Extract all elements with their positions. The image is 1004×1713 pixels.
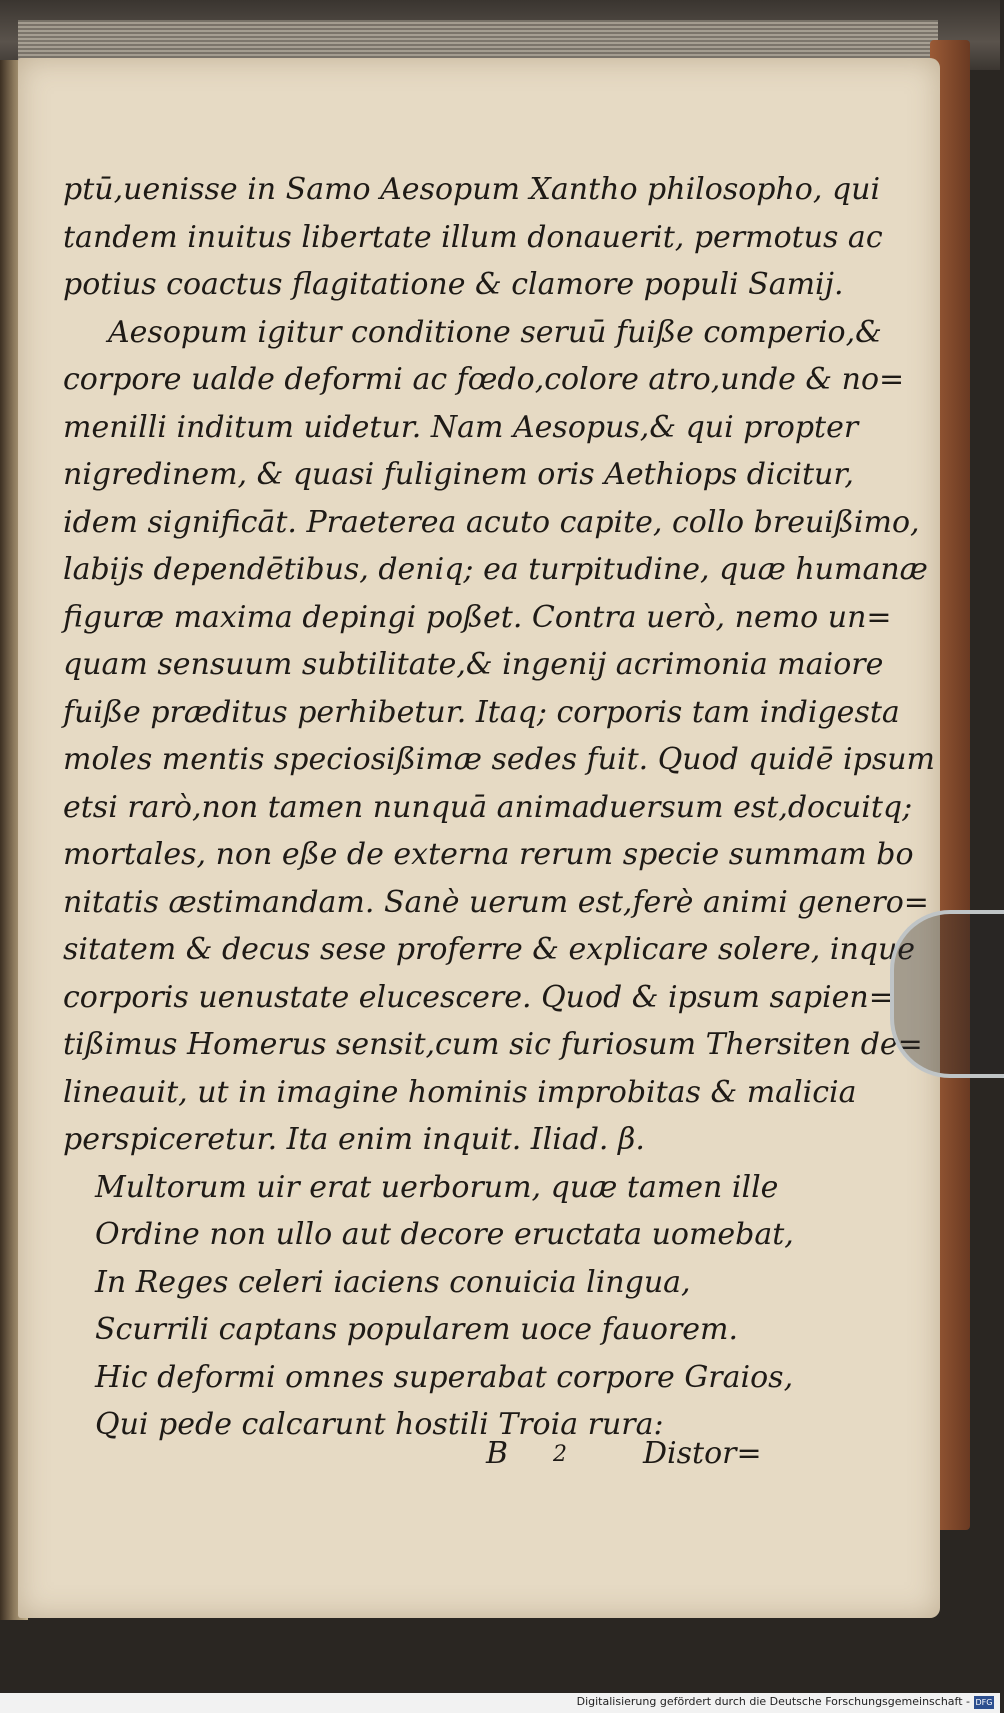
verse-line: In Reges celeri iaciens conuicia lingua, bbox=[95, 1264, 691, 1300]
text-line: nigredinem, & quasi fuliginem oris Aethiops dicitur, bbox=[63, 457, 854, 492]
text-line: tißimus Homerus sensit,cum sic furiosum Thersiten de= bbox=[63, 1027, 923, 1062]
text-line: corporis uenustate elucescere. Quod & ipsum sapien= bbox=[63, 979, 894, 1015]
text-line: tandem inuitus libertate illum donauerit, permotus ac bbox=[63, 219, 883, 255]
text-line: moles mentis speciosißimæ sedes fuit. Quod quidē ipsum bbox=[63, 742, 935, 777]
text-line: sitatem & decus sese proferre & explicare solere, inque bbox=[63, 932, 916, 967]
page-edges bbox=[18, 20, 938, 60]
text-line: fuiße præditus perhibetur. Itaq; corporis tam indigesta bbox=[63, 694, 900, 730]
funding-credit: Digitalisierung gefördert durch die Deutsche Forschungsgemeinschaft - bbox=[576, 1695, 970, 1708]
text-line: idem significāt. Praeterea acuto capite, collo breuißimo, bbox=[63, 504, 920, 540]
page-clip bbox=[890, 910, 1004, 1078]
verse-line: Hic deformi omnes superabat corpore Graios, bbox=[95, 1359, 794, 1395]
text-line: etsi rarò,non tamen nunquā animaduersum est,docuitq; bbox=[63, 789, 913, 825]
text-line: nitatis æstimandam. Sanè uerum est,ferè animi genero= bbox=[63, 884, 929, 920]
verse-line: Qui pede calcarunt hostili Troia rura: bbox=[95, 1407, 664, 1442]
text-line: perspiceretur. Ita enim inquit. Iliad. β. bbox=[63, 1122, 645, 1157]
verse-line: Multorum uir erat uerborum, quæ tamen ille bbox=[95, 1169, 779, 1205]
verse-line: Ordine non ullo aut decore eructata uomebat, bbox=[95, 1217, 794, 1252]
signature-number: 2 bbox=[553, 1442, 567, 1467]
catchword: Distor= bbox=[643, 1436, 762, 1471]
text-line: Aesopum igitur conditione seruū fuiße comperio,& bbox=[108, 314, 882, 350]
text-line: potius coactus flagitatione & clamore populi Samij. bbox=[63, 267, 844, 302]
text-line: figuræ maxima depingi poßet. Contra uerò, nemo un= bbox=[63, 599, 892, 635]
text-line: menilli inditum uidetur. Nam Aesopus,& qui propter bbox=[63, 409, 859, 445]
digitization-footer bbox=[0, 1693, 1000, 1713]
text-line: corpore ualde deformi ac fœdo,colore atro,unde & no= bbox=[63, 362, 905, 397]
text-line: labijs dependētibus, deniq; ea turpitudine, quæ humanæ bbox=[63, 552, 928, 587]
text-line: mortales, non eße de externa rerum specie summam bo bbox=[63, 837, 914, 872]
verse-line: Scurrili captans popularem uoce fauorem. bbox=[95, 1312, 739, 1347]
book-page bbox=[18, 58, 940, 1618]
text-line: quam sensuum subtilitate,& ingenij acrimonia maiore bbox=[63, 647, 884, 682]
signature-mark: B bbox=[486, 1436, 509, 1471]
dfg-logo: DFG bbox=[975, 1698, 993, 1707]
text-line: lineauit, ut in imagine hominis improbitas & malicia bbox=[63, 1074, 857, 1110]
text-line: ptū,uenisse in Samo Aesopum Xantho philosopho, qui bbox=[63, 172, 881, 207]
page-text bbox=[63, 166, 935, 1449]
